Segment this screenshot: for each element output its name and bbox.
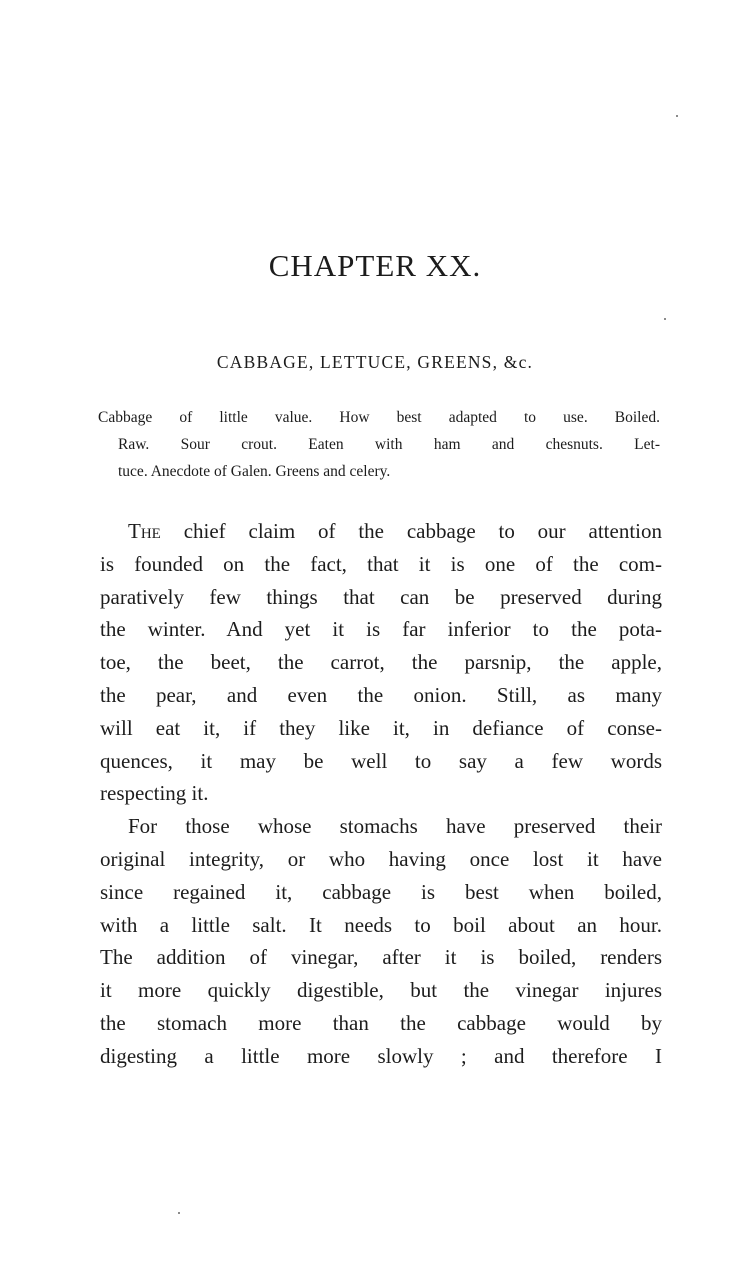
paragraph-line: respecting it. bbox=[100, 781, 209, 806]
paragraph-line: will eat it, if they like it, in defiance of conse- bbox=[100, 715, 662, 740]
paragraph-line: it more quickly digestible, but the vinegar injures bbox=[100, 978, 662, 1003]
paragraph-1-first-line bbox=[100, 515, 662, 548]
paragraph-line: digesting a little more slowly ; and therefore I bbox=[100, 1043, 662, 1068]
paragraph-line: with a little salt. It needs to boil about an hour. bbox=[100, 912, 662, 937]
paragraph-line: chief claim of the cabbage to our attention bbox=[183, 519, 663, 543]
chapter-summary bbox=[98, 404, 660, 485]
summary-line: tuce. Anecdote of Galen. Greens and celery. bbox=[118, 463, 391, 480]
paragraph-line: the winter. And yet it is far inferior to the pota- bbox=[100, 617, 662, 642]
paragraph-line: since regained it, cabbage is best when boiled, bbox=[100, 879, 662, 904]
section-title: CABBAGE, LETTUCE, GREENS, &c. bbox=[216, 352, 534, 372]
chapter-title: CHAPTER XX. bbox=[268, 248, 482, 283]
paragraph-line: paratively few things that can be preserved during bbox=[100, 584, 662, 609]
paragraph-line: original integrity, or who having once lost it have bbox=[100, 846, 662, 871]
paragraph-line: toe, the beet, the carrot, the parsnip, the apple, bbox=[100, 650, 662, 675]
scan-speck bbox=[178, 1212, 180, 1214]
summary-line: Cabbage of little value. How best adapted to use. Boiled. bbox=[98, 409, 660, 426]
paragraph-line: the stomach more than the cabbage would by bbox=[100, 1010, 662, 1035]
paragraph-line: the pear, and even the onion. Still, as many bbox=[100, 682, 662, 707]
paragraph-line: For those whose stomachs have preserved their bbox=[128, 814, 662, 839]
summary-line: Raw. Sour crout. Eaten with ham and chesnuts. Let- bbox=[118, 436, 660, 453]
body-text bbox=[100, 515, 662, 1073]
paragraph-line: The addition of vinegar, after it is boiled, renders bbox=[100, 945, 662, 970]
drop-word: The bbox=[128, 519, 161, 543]
scan-speck bbox=[676, 115, 678, 117]
scan-speck bbox=[664, 318, 666, 320]
paragraph-line: is founded on the fact, that it is one of the com- bbox=[100, 551, 662, 576]
paragraph-line: quences, it may be well to say a few words bbox=[100, 748, 662, 773]
